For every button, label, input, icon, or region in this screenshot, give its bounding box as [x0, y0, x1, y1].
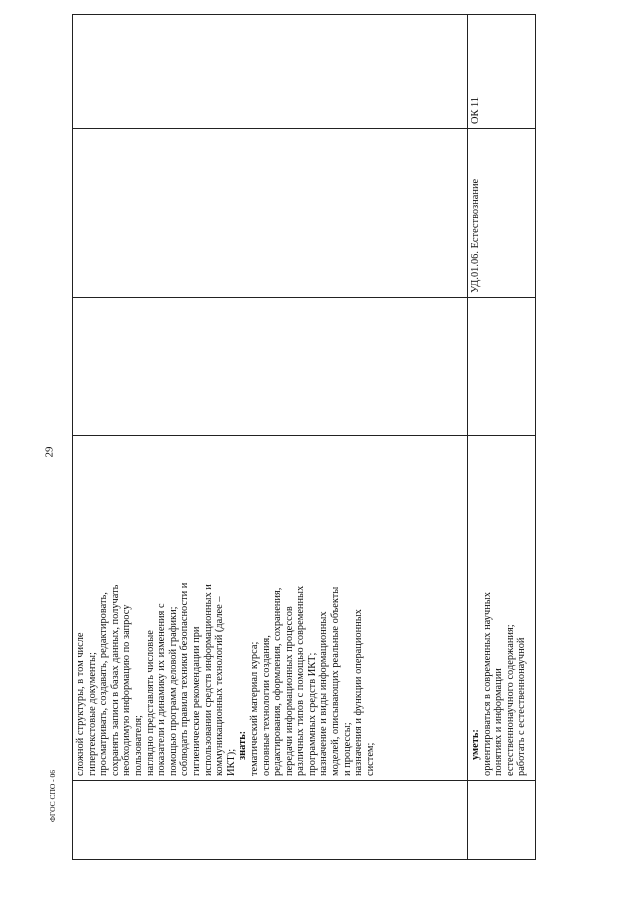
text-line: программных средств ИКТ; [306, 652, 318, 776]
text-line: пользователя; [132, 715, 144, 776]
text-line: систем; [364, 742, 376, 776]
standards-table [72, 14, 536, 860]
text-line: и процессы; [341, 722, 353, 776]
page-number: 29 [43, 446, 56, 458]
know-heading: знать: [237, 730, 249, 760]
text-line: просматривать, создавать, редактировать, [98, 592, 110, 776]
text-line: сложной структуры, в том числе [75, 632, 86, 776]
text-line: тематический материал курса; [248, 641, 260, 776]
text-line: необходимую информацию по запросу [121, 604, 133, 776]
text-line: различных типов с помощью современных [295, 585, 307, 776]
discipline-cell: УД.01.06. Естествознание [468, 129, 536, 298]
table-row [73, 15, 468, 860]
requirements-cell [73, 436, 468, 781]
text-line: редактирования, оформления, сохранения, [272, 587, 284, 776]
footer-code: ФГОС СПО - 06 [48, 769, 57, 822]
text-line: ориентироваться в современных научных [481, 592, 493, 776]
text-line: наглядно представлять числовые [144, 630, 156, 776]
cell-empty [468, 781, 536, 860]
skills-heading: уметь: [470, 729, 481, 760]
text-line: работать с естественнонаучной [516, 637, 528, 776]
text-line: помощью программ деловой графики; [167, 606, 179, 776]
cell-empty [73, 298, 468, 436]
text-line: гигиенические рекомендации при [190, 626, 202, 776]
text-line: ИКТ); [225, 748, 237, 776]
text-line: гипертекстовые документы; [86, 652, 98, 776]
text-line: передачи информационных процессов [283, 606, 295, 776]
competence-cell: ОК 11 [468, 15, 536, 129]
text-line: назначения и функции операционных [353, 609, 365, 776]
text-line: использовании средств информационных и [202, 584, 214, 776]
text-line: соблюдать правила техники безопасности и [179, 582, 191, 776]
text-line: основные технологии создания, [260, 635, 272, 776]
text-line: естественнонаучного содержания; [504, 624, 516, 776]
text-line: понятиях и информации [493, 668, 505, 776]
cell-empty [73, 129, 468, 298]
text-line: коммуникационных технологий (далее – [214, 596, 226, 776]
text-line: моделей, описывающих реальные объекты [330, 586, 342, 776]
cell-empty [468, 298, 536, 436]
text-line: показатели и динамику их изменения с [156, 603, 168, 776]
skills-cell [468, 436, 536, 781]
standards-table-rotated [72, 60, 536, 860]
table-row [468, 15, 536, 860]
text-line: сохранять записи в базах данных, получать [109, 584, 121, 776]
cell-empty [73, 15, 468, 129]
cell-empty [73, 781, 468, 860]
text-line: назначение и виды информационных [318, 611, 330, 776]
